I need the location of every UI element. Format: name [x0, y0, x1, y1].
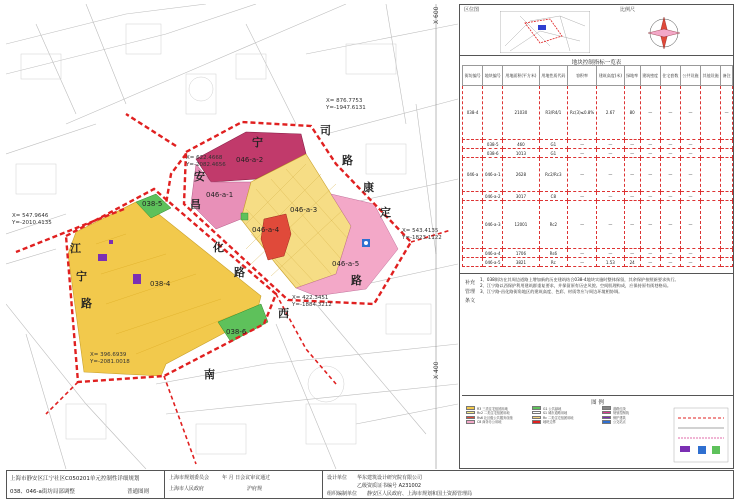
- block-label: 038-5: [142, 200, 163, 208]
- legend-swatch: [532, 420, 541, 424]
- plan-subtitle: 038、046-a街坊局部调整: [10, 489, 75, 495]
- legend-label: R3 三类住宅组团用地: [477, 406, 508, 411]
- table-header: 用地性质代码: [539, 66, 568, 86]
- block-label: 038-4: [150, 280, 171, 288]
- legend-label: C8 商务办公用地: [477, 420, 502, 425]
- coord-y: Y=-1823.1122: [402, 235, 442, 241]
- legend-label: Rc 二类住宅组团用地: [543, 415, 574, 420]
- table-cell: [721, 149, 733, 158]
- table-cell: G1: [539, 140, 568, 149]
- date-label: 年 月 日会议审议通过: [222, 475, 271, 481]
- table-cell: [701, 192, 721, 201]
- table-cell: —: [640, 140, 660, 149]
- legend-label: 保护建筑: [613, 415, 626, 420]
- table-cell: [701, 258, 721, 267]
- table-row: [463, 86, 733, 140]
- table-cell: —: [721, 86, 733, 140]
- table-cell: 046-a-1: [483, 158, 503, 192]
- designer-label: 设计单位: [327, 475, 348, 481]
- table-cell: —: [568, 201, 597, 249]
- table-cell: 046-a-2: [483, 192, 503, 201]
- table-cell: —: [680, 201, 700, 249]
- legend-label: 规划控制线: [613, 411, 629, 416]
- table-cell: —: [596, 140, 624, 149]
- block-label: 046-a-4: [252, 226, 280, 234]
- table-cell: R3/R4/1: [539, 86, 568, 140]
- table-row: [463, 201, 733, 249]
- table-cell: 038-6: [483, 149, 503, 158]
- table-header: 街坊编号: [463, 66, 483, 86]
- table-header: 建筑密度: [640, 66, 660, 86]
- legend-swatch: [532, 406, 541, 410]
- table-cell: —: [660, 201, 680, 249]
- table-cell: —: [596, 158, 624, 192]
- road-label: 康: [363, 181, 374, 194]
- table-cell: [721, 258, 733, 267]
- table-cell: —: [624, 140, 640, 149]
- table-cell: 1013: [503, 149, 539, 158]
- location-map: [500, 11, 590, 53]
- table-cell: [701, 249, 721, 258]
- legend-item: [602, 420, 629, 424]
- legend: [462, 395, 733, 467]
- table-cell: [721, 201, 733, 249]
- legend-swatch: [466, 411, 475, 415]
- legend-col: [466, 406, 513, 424]
- approval-1: 上海市规划委员会: [169, 475, 210, 481]
- legend-swatch: [602, 416, 611, 420]
- table-cell: [463, 201, 483, 249]
- coord-y: Y=-2010.4135: [12, 220, 52, 226]
- table-cell: 2628: [503, 158, 539, 192]
- table-header: 其他设施: [701, 66, 721, 86]
- table-cell: 046-a: [463, 158, 483, 192]
- table-cell: —: [568, 258, 597, 267]
- table-cell: —: [680, 149, 700, 158]
- notes-label: 补充管理条文: [464, 280, 475, 304]
- table-cell: Rc2/Rc3: [539, 158, 568, 192]
- table-header: 容积率: [568, 66, 597, 86]
- legend-swatch: [466, 416, 475, 420]
- table-cell: [463, 249, 483, 258]
- table-cell: —: [640, 149, 660, 158]
- note-item: 3、江宁路-昌化路街角地区的建筑高度、色彩、材质等应与周边环境相协调。: [480, 289, 623, 295]
- table-cell: 24: [624, 258, 640, 267]
- table-cell: —: [680, 86, 700, 140]
- note-item: 1、038街坊在其周边道路上增加新的历史建筑结合038-4地块实施时整体保留，其余保护按照新要求执行。: [480, 277, 679, 282]
- table-cell: 1706: [503, 249, 539, 258]
- org-label: 组织编制单位: [327, 491, 358, 497]
- table-cell: 21030: [503, 86, 539, 140]
- table-cell: —: [660, 140, 680, 149]
- table-row: [463, 258, 733, 267]
- table-cell: [701, 149, 721, 158]
- location-map-label: 区位图: [464, 7, 480, 13]
- table-cell: —: [568, 158, 597, 192]
- info-panel: [459, 4, 734, 469]
- table-cell: 2.67: [596, 86, 624, 140]
- divider: [460, 55, 733, 56]
- table-cell: [701, 158, 721, 192]
- table-cell: 1.53: [596, 258, 624, 267]
- table-cell: —: [660, 86, 680, 140]
- legend-swatch: [466, 420, 475, 424]
- legend-label: 公交站点: [613, 420, 626, 425]
- note-item: 2、江宁路以西保护利用建筑群重复要求，并保留原有历史风貌。空间肌理构成，应保持原有街巷格局。: [480, 283, 672, 289]
- table-cell: —: [680, 249, 700, 258]
- table-cell: 460: [503, 140, 539, 149]
- plan-title: 上海市静安区江宁社区C050201单元控制性详细规划: [10, 476, 140, 482]
- legend-swatch: [602, 406, 611, 410]
- table-cell: —: [640, 86, 660, 140]
- table-row: [463, 149, 733, 158]
- approved-label: 沪府规: [247, 486, 263, 492]
- title-block: [6, 470, 734, 499]
- road-label: 南: [204, 368, 215, 381]
- table-cell: —: [660, 258, 680, 267]
- block-label: 046-a-3: [290, 206, 318, 214]
- table-cell: —: [660, 149, 680, 158]
- north-arrow-icon: [640, 13, 688, 53]
- table-cell: Rc: [539, 258, 568, 267]
- table-cell: 046-a-5: [483, 258, 503, 267]
- legend-label: Rs6 社区级公共服务设施: [477, 415, 513, 420]
- coord-y: Y=-1947.6131: [326, 105, 366, 111]
- coord-x: X= 622.4668: [186, 155, 223, 161]
- table-cell: —: [640, 258, 660, 267]
- legend-symbols: [672, 406, 730, 464]
- table-header: 备注: [721, 66, 733, 86]
- legend-swatch: [532, 416, 541, 420]
- coord-y: Y=-1884.3212: [292, 302, 332, 308]
- cert-number: 乙级资质证书编号 A231002: [357, 483, 422, 489]
- legend-label: 道路红线: [613, 406, 626, 411]
- drawing-name: 普通图则: [127, 489, 150, 495]
- table-cell: —: [680, 258, 700, 267]
- table-cell: —: [624, 249, 640, 258]
- table-cell: —: [568, 140, 597, 149]
- road-label: 定: [380, 206, 391, 219]
- legend-title: 图 例: [591, 400, 604, 406]
- block-label: 046-a-1: [206, 191, 234, 199]
- road-label: 路: [351, 274, 362, 287]
- table-header: 用地面积(平方米): [503, 66, 539, 86]
- table-cell: 3821: [503, 258, 539, 267]
- legend-item: [532, 420, 573, 424]
- divider: [164, 471, 165, 498]
- table-cell: —: [596, 149, 624, 158]
- divider: [322, 471, 323, 498]
- table-header: 建筑高度(米): [596, 66, 624, 86]
- coord-y: Y=-2082.4656: [186, 162, 226, 168]
- table-cell: [463, 192, 483, 201]
- table-cell: [701, 86, 721, 140]
- legend-swatch: [602, 411, 611, 415]
- table-cell: 3017: [503, 192, 539, 201]
- table-header: 公共设施: [680, 66, 700, 86]
- road-label: 宁: [76, 270, 87, 283]
- table-row: [463, 158, 733, 192]
- table-cell: 038-5: [483, 140, 503, 149]
- table-cell: 046-a-4: [483, 249, 503, 258]
- table-header: 绿地率: [624, 66, 640, 86]
- table-cell: —: [660, 192, 680, 201]
- table-cell: —: [568, 192, 597, 201]
- divider: [460, 273, 733, 274]
- notes-text: [480, 277, 732, 296]
- table-cell: —: [660, 249, 680, 258]
- road-label: 江: [70, 242, 81, 255]
- table-cell: —: [680, 158, 700, 192]
- scale-label: 比例尺: [620, 7, 636, 13]
- table-cell: 12001: [503, 201, 539, 249]
- table-cell: —: [640, 158, 660, 192]
- table-cell: [463, 140, 483, 149]
- road-label: 路: [81, 297, 92, 310]
- legend-swatch: [532, 411, 541, 415]
- control-table: [462, 65, 733, 267]
- table-cell: 038-4: [463, 86, 483, 140]
- table-cell: —: [596, 192, 624, 201]
- table-cell: [483, 86, 503, 140]
- legend-swatch: [466, 406, 475, 410]
- coord-x: X= 422.3451: [292, 295, 329, 301]
- table-title: 地块控制指标一览表: [571, 60, 622, 66]
- table-cell: —: [596, 249, 624, 258]
- legend-label: G1 公共绿地: [543, 406, 562, 411]
- table-cell: —: [624, 149, 640, 158]
- road-label: 路: [342, 154, 353, 167]
- map-view: [6, 4, 458, 469]
- grid-label: X 600: [433, 6, 440, 24]
- table-cell: [721, 192, 733, 201]
- map-svg: [6, 4, 458, 469]
- table-cell: —: [680, 192, 700, 201]
- table-cell: C8: [539, 192, 568, 201]
- table-cell: [463, 149, 483, 158]
- table-cell: [721, 158, 733, 192]
- table-header: 住宅套数: [660, 66, 680, 86]
- legend-swatch: [602, 420, 611, 424]
- road-label: 安: [194, 170, 205, 183]
- table-cell: [701, 140, 721, 149]
- approval-2: 上海市人民政府: [169, 486, 205, 492]
- table-cell: 046-a-3: [483, 201, 503, 249]
- designer-name: 华东建筑设计研究院有限公司: [357, 475, 423, 481]
- block-label: 046-a-5: [332, 260, 360, 268]
- table-cell: [463, 258, 483, 267]
- table-cell: —: [568, 249, 597, 258]
- table-cell: —: [624, 158, 640, 192]
- block-label: 046-a-2: [236, 156, 264, 164]
- table-cell: —: [568, 149, 597, 158]
- block-label: 038-6: [226, 328, 247, 336]
- table-cell: G1: [539, 149, 568, 158]
- coord-y: Y=-2081.0018: [90, 359, 130, 365]
- road-label: 路: [234, 266, 245, 279]
- table-cell: [721, 249, 733, 258]
- coord-x: X= 543.4135: [402, 228, 439, 234]
- legend-label: Rc2 二类住宅组团用地: [477, 411, 510, 416]
- coord-x: X= 547.9646: [12, 213, 49, 219]
- table-cell: —: [640, 192, 660, 201]
- legend-label: 地块边界: [543, 420, 556, 425]
- road-label: 昌: [190, 198, 201, 211]
- table-row: [463, 249, 733, 258]
- coord-x: X= 876.7753: [326, 98, 363, 104]
- table-cell: —: [680, 140, 700, 149]
- table-cell: [701, 201, 721, 249]
- table-cell: —: [640, 249, 660, 258]
- road-label: 司: [320, 124, 331, 137]
- legend-label: S1 城市道路用地: [543, 411, 568, 416]
- table-cell: Rc2: [539, 201, 568, 249]
- legend-col: [532, 406, 573, 424]
- table-cell: —: [640, 201, 660, 249]
- road-label: 西: [278, 307, 289, 320]
- table-row: [463, 192, 733, 201]
- road-label: 宁: [252, 136, 263, 149]
- table-cell: 80: [624, 86, 640, 140]
- road-label: 化: [213, 241, 224, 254]
- org-unit: 静安区人民政府、上海市规划和国土资源管理局: [367, 491, 473, 497]
- table-row: [463, 140, 733, 149]
- legend-item: [466, 420, 513, 424]
- table-cell: —: [660, 158, 680, 192]
- coord-x: X= 396.6939: [90, 352, 127, 358]
- grid-label: X 400: [433, 361, 440, 379]
- table-cell: Rs6: [539, 249, 568, 258]
- table-header: 地块编号: [483, 66, 503, 86]
- table-cell: Rc(3)≤0.8%: [568, 86, 597, 140]
- table-cell: [721, 140, 733, 149]
- table-cell: —: [596, 201, 624, 249]
- table-cell: —: [624, 192, 640, 201]
- legend-col: [602, 406, 629, 424]
- table-cell: —: [624, 201, 640, 249]
